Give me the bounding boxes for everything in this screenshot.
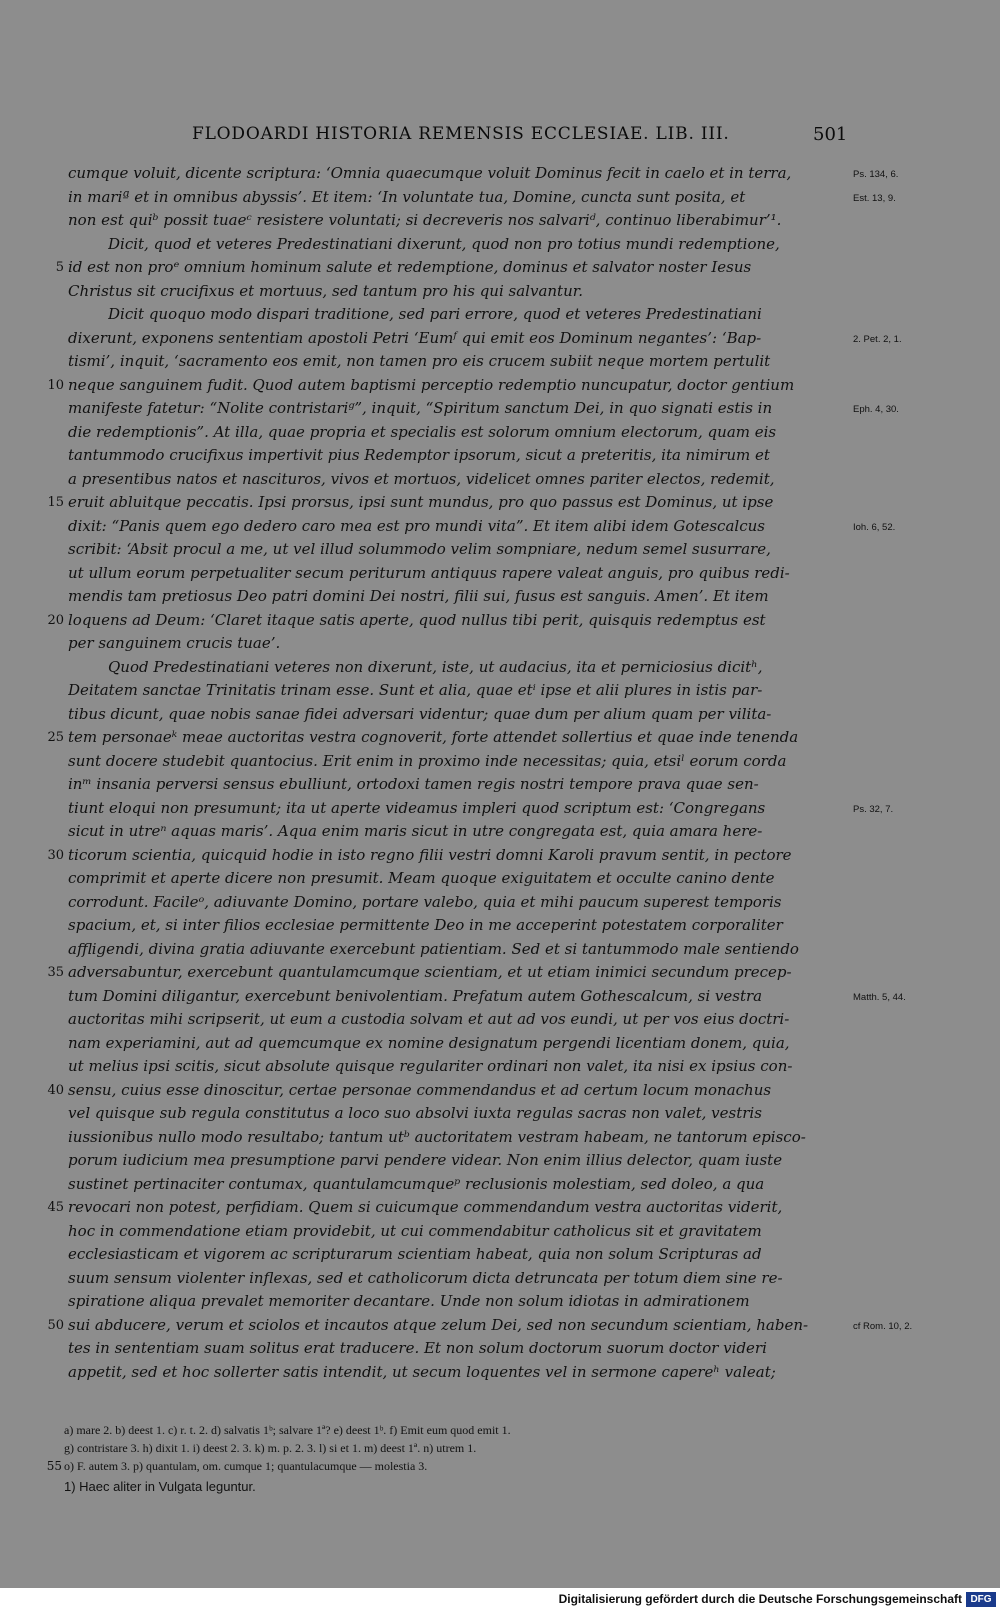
line-text: per sanguinem crucis tuae’. — [68, 634, 281, 652]
text-line — [0, 468, 1000, 492]
line-text: tes in sententiam suam solitus erat traducere. Et non solum doctorum suorum doctor videri — [68, 1339, 767, 1357]
margin-reference: Matth. 5, 44. — [853, 991, 906, 1003]
line-text: auctoritas mihi scripserit, ut eum a custodia solvam et aut ad vos eundi, ut per vos eius doctri- — [68, 1010, 790, 1028]
text-line — [0, 1220, 1000, 1244]
text-line — [0, 256, 1000, 280]
line-text: adversabuntur, exercebunt quantulamcumque scientiam, et ut etiam inimici secundum precep- — [68, 963, 792, 981]
line-text: cumque voluit, dicente scriptura: ‘Omnia quaecumque voluit Dominus fecit in caelo et in terra, — [68, 164, 792, 182]
line-text: loquens ad Deum: ‘Claret itaque satis aperte, quod nullus tibi perit, quisquis redemptus est — [68, 610, 766, 629]
text-line — [0, 797, 1000, 821]
text-line — [0, 609, 1000, 633]
text-line — [0, 585, 1000, 609]
main-text — [0, 162, 1000, 1384]
line-number: 50 — [47, 1317, 64, 1333]
text-line — [0, 1032, 1000, 1056]
margin-reference: Ps. 32, 7. — [853, 803, 894, 815]
text-line — [0, 374, 1000, 398]
line-text: a presentibus natos et nascituros, vivos et mortuos, videlicet omnes pariter electos, redemit, — [68, 469, 775, 488]
line-text: hoc in commendatione etiam providebit, ut cui commendabitur catholicus sit et gravitatem — [68, 1221, 762, 1240]
text-line — [0, 985, 1000, 1009]
text-line — [0, 1102, 1000, 1126]
credit-bar — [0, 1588, 1000, 1613]
line-text: tem personaeᵏ meae auctoritas vestra cognoverit, forte attendet sollertius et quae inde tenenda — [68, 728, 799, 746]
footnote-text: o) F. autem 3. p) quantulam, om. cumque 1; quantulacumque — molestia 3. — [64, 1459, 428, 1473]
line-number: 35 — [47, 965, 64, 980]
margin-reference: cf Rom. 10, 2. — [853, 1320, 913, 1332]
dfg-logo: DFG — [966, 1592, 996, 1607]
page-number: 501 — [813, 124, 848, 145]
text-line — [0, 327, 1000, 351]
line-text: sicut in utreⁿ aquas maris’. Aqua enim maris sicut in utre congregata est, quia amara here- — [68, 822, 763, 840]
text-line — [0, 820, 1000, 844]
text-line — [0, 280, 1000, 304]
margin-reference: Ps. 134, 6. — [853, 169, 899, 180]
text-line — [0, 1290, 1000, 1314]
text-line — [0, 162, 1000, 186]
text-line — [0, 350, 1000, 374]
text-line — [0, 1008, 1000, 1032]
line-text: spacium, et, si inter filios ecclesiae permittente Deo in me acceperint potestatem corporaliter — [68, 916, 783, 934]
external-note: 1) Haec aliter in Vulgata leguntur. — [64, 1479, 256, 1494]
footnote-line — [0, 1439, 1000, 1457]
line-text: neque sanguinem fudit. Quod autem baptismi perceptio redemptio nuncupatur, doctor gentium — [68, 375, 795, 394]
text-line — [0, 773, 1000, 797]
line-text: spiratione aliqua prevalet memoriter decantare. Unde non solum idiotas in admirationem — [68, 1292, 750, 1310]
line-text: tismi’, inquit, ‘sacramento eos emit, non tamen pro eis crucem subiit neque mortem pertulit — [68, 352, 771, 370]
line-number: 15 — [47, 495, 64, 510]
footnote-line — [0, 1421, 1000, 1439]
line-text: tum Domini diligantur, exercebunt benivolentiam. Prefatum autem Gothescalcum, si vestra — [68, 986, 763, 1005]
text-line — [0, 961, 1000, 985]
text-line — [0, 1149, 1000, 1173]
line-number: 30 — [47, 847, 64, 863]
line-text: non est quiᵇ possit tuaeᶜ resistere voluntati; si decreveris nos salvariᵈ, continuo liberabimur’¹. — [68, 211, 782, 229]
line-number: 45 — [47, 1200, 64, 1215]
text-line — [0, 515, 1000, 539]
line-text: dixerunt, exponens sententiam apostoli Petri ‘Eumᶠ qui emit eos Dominum negantes’: ‘Bap- — [68, 328, 762, 347]
text-line — [0, 186, 1000, 210]
text-line — [0, 938, 1000, 962]
line-number: 55 — [46, 1459, 62, 1473]
margin-reference: Est. 13, 9. — [853, 192, 896, 204]
line-text: eruit abluitque peccatis. Ipsi prorsus, ipsi sunt mundus, pro quo passus est Dominus, ut ipse — [68, 493, 774, 511]
margin-reference: 2. Pet. 2, 1. — [853, 333, 902, 345]
line-text: ecclesiasticam et vigorem ac scripturarum scientiam habeat, quia non solum Scripturas ad — [68, 1245, 762, 1263]
footnote-text: g) contristare 3. h) dixit 1. i) deest 2. 3. k) m. p. 2. 3. l) si et 1. m) deest 1ª. n) utrem 1. — [64, 1441, 477, 1455]
line-text: sensu, cuius esse dinoscitur, certae personae commendandus et ad certum locum monachus — [68, 1080, 772, 1099]
line-text: in mariª et in omnibus abyssis’. Et item: ‘In voluntate tua, Domine, cuncta sunt posita, et — [68, 187, 746, 206]
text-line — [0, 303, 1000, 327]
line-text: die redemptionis”. At illa, quae propria et specialis est solorum omnium electorum, quam eis — [68, 422, 777, 441]
page-header — [0, 124, 1000, 148]
text-line — [0, 444, 1000, 468]
text-line — [0, 679, 1000, 703]
line-number: 25 — [47, 730, 64, 745]
text-line — [0, 914, 1000, 938]
text-line — [0, 538, 1000, 562]
line-text: Dicit quoquo modo dispari traditione, sed pari errore, quod et veteres Predestinatiani — [108, 305, 762, 323]
line-text: tibus dicunt, quae nobis sanae fidei adversari videntur; quae dum per alium quam per vilita- — [68, 704, 772, 723]
footnote-text: a) mare 2. b) deest 1. c) r. t. 2. d) salvatis 1ᵇ; salvare 1ª? e) deest 1ᵇ. f) Emit eum quod emit 1. — [64, 1423, 511, 1437]
line-text: appetit, sed et hoc sollerter satis intendit, ut secum loquentes vel in sermone capereʰ valeat; — [68, 1362, 776, 1381]
line-number: 40 — [47, 1082, 64, 1098]
text-line — [0, 726, 1000, 750]
running-title: FLODOARDI HISTORIA REMENSIS ECCLESIAE. LIB. III. — [192, 124, 730, 144]
line-text: manifeste fatetur: “Nolite contristariᵍ”, inquit, “Spiritum sanctum Dei, in quo signati estis in — [68, 399, 773, 417]
text-line — [0, 750, 1000, 774]
text-line — [0, 844, 1000, 868]
text-line — [0, 891, 1000, 915]
footnotes — [0, 1421, 1000, 1475]
line-text: suum sensum violenter inflexas, sed et catholicorum dicta detruncata per totum diem sine re- — [68, 1268, 783, 1287]
line-number: 20 — [47, 612, 64, 628]
line-text: inᵐ insania perversi sensus ebulliunt, ortodoxi tamen regis nostri tempore prava quae sen- — [68, 775, 759, 793]
text-line — [0, 1314, 1000, 1338]
line-text: dixit: “Panis quem ego dedero caro mea est pro mundi vita”. Et item alibi idem Gotescalcus — [68, 516, 765, 535]
line-text: scribit: ‘Absit procul a me, ut vel illud solummodo velim sompniare, nedum semel susurrare, — [68, 540, 771, 558]
line-text: affligendi, divina gratia adiuvante exercebunt patientiam. Sed et si tantummodo male sentiendo — [68, 939, 799, 958]
text-line — [0, 233, 1000, 257]
line-text: vel quisque sub regula constitutus a loco suo absolvi iuxta regulas sacras non valet, vestris — [68, 1104, 762, 1122]
text-line — [0, 1055, 1000, 1079]
line-text: corrodunt. Facileᵒ, adiuvante Domino, portare valebo, quia et mihi paucum superest temporis — [68, 892, 782, 911]
text-line — [0, 1361, 1000, 1385]
text-line — [0, 867, 1000, 891]
line-number: 10 — [47, 377, 64, 393]
line-text: tantummodo crucifixus impertivit pius Redemptor ipsorum, sicut a preteritis, ita nimirum et — [68, 446, 770, 464]
line-text: nam experiamini, aut ad quemcumque ex nomine designatum pergendi licentiam donem, quia, — [68, 1033, 790, 1052]
line-text: porum iudicium mea presumptione parvi pendere videar. Non enim illius delector, quam iuste — [68, 1151, 783, 1169]
text-line — [0, 1173, 1000, 1197]
line-text: revocari non potest, perfidiam. Quem si cuicumque commendandum vestra auctoritas viderit, — [68, 1198, 783, 1216]
text-line — [0, 656, 1000, 680]
text-line — [0, 1243, 1000, 1267]
credit-text: Digitalisierung gefördert durch die Deutsche Forschungsgemeinschaft — [558, 1592, 962, 1606]
text-line — [0, 397, 1000, 421]
line-number: 5 — [55, 260, 64, 275]
text-line — [0, 1267, 1000, 1291]
line-text: Christus sit crucifixus et mortuus, sed tantum pro his qui salvantur. — [68, 281, 584, 300]
line-text: mendis tam pretiosus Deo patri domini Dei nostri, filii sui, fusus est sanguis. Amen’. Et item — [68, 587, 769, 605]
text-line — [0, 562, 1000, 586]
text-line — [0, 703, 1000, 727]
text-line — [0, 1337, 1000, 1361]
line-text: id est non proᵉ omnium hominum salute et redemptione, dominus et salvator noster Iesus — [68, 258, 752, 276]
line-text: ut ullum eorum perpetualiter secum periturum antiquus rapere valeat anguis, pro quibus redi- — [68, 563, 790, 582]
line-text: iussionibus nullo modo resultabo; tantum utᵇ auctoritatem vestram habeam, ne tantorum episco- — [68, 1127, 806, 1146]
text-line — [0, 491, 1000, 515]
line-text: Quod Predestinatiani veteres non dixerunt, iste, ut audacius, ita et perniciosius dicitʰ, — [108, 657, 763, 676]
text-line — [0, 632, 1000, 656]
line-text: sunt docere studebit quantocius. Erit enim in proximo inde necessitas; quia, etsiˡ eorum corda — [68, 751, 787, 770]
text-line — [0, 1079, 1000, 1103]
line-text: Deitatem sanctae Trinitatis trinam esse. Sunt et alia, quae etⁱ ipse et alii plures in istis par- — [68, 681, 763, 699]
line-text: sui abducere, verum et sciolos et incautos atque zelum Dei, sed non secundum scientiam, haben- — [68, 1315, 809, 1334]
line-text: ut melius ipsi scitis, sicut absolute quisque regulariter ordinari non valet, ita nisi ex ipsius con- — [68, 1057, 793, 1075]
text-line — [0, 1126, 1000, 1150]
text-line — [0, 421, 1000, 445]
footnote-line — [0, 1457, 1000, 1475]
line-text: Dicit, quod et veteres Predestinatiani dixerunt, quod non pro totius mundi redemptione, — [108, 234, 780, 253]
line-text: tiunt eloqui non presumunt; ita ut aperte videamus impleri quod scriptum est: ‘Congregans — [68, 798, 766, 817]
text-line — [0, 1196, 1000, 1220]
text-line — [0, 209, 1000, 233]
line-text: sustinet pertinaciter contumax, quantulamcumqueᵖ reclusionis molestiam, sed doleo, a qua — [68, 1174, 765, 1193]
line-text: ticorum scientia, quicquid hodie in isto regno filii vestri domni Karoli pravum sentit, in pectore — [68, 845, 792, 864]
margin-reference: Ioh. 6, 52. — [853, 521, 896, 533]
line-text: comprimit et aperte dicere non presumit. Meam quoque exiguitatem et occulte canino dente — [68, 869, 775, 887]
margin-reference: Eph. 4, 30. — [853, 404, 899, 415]
